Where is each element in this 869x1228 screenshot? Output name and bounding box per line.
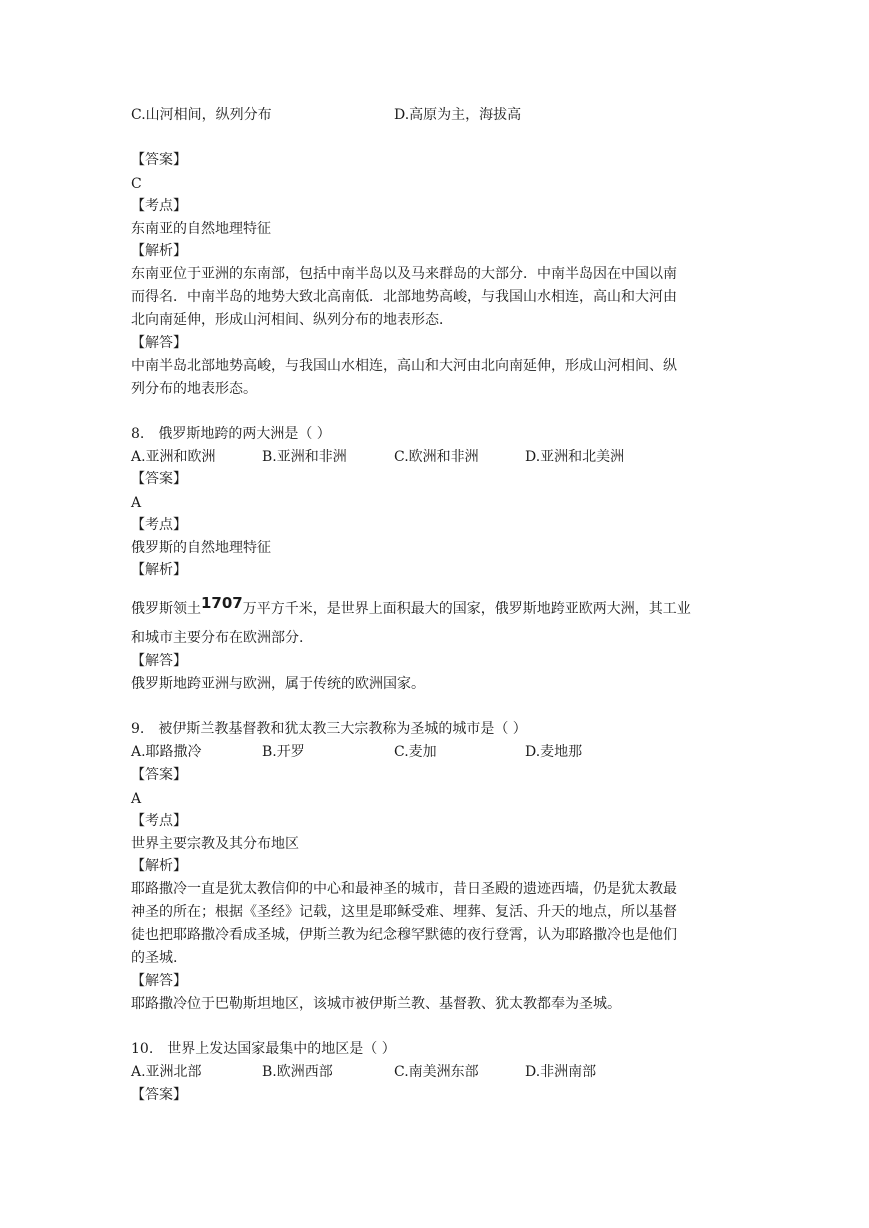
q9-option-c: C.麦加 bbox=[394, 744, 437, 760]
q9-answer-label: 【答案】 bbox=[131, 767, 187, 783]
q7-solution-label: 【解答】 bbox=[131, 335, 187, 351]
q7-option-c: C.山河相间，纵列分布 bbox=[131, 107, 272, 123]
q7-analysis-line: 北向南延伸，形成山河相间、纵列分布的地表形态． bbox=[131, 312, 453, 328]
q7-answer-label: 【答案】 bbox=[131, 152, 187, 168]
q9-point-label: 【考点】 bbox=[131, 813, 187, 829]
q8-area-number: 1707 bbox=[201, 594, 243, 612]
q9-option-d: D.麦地那 bbox=[525, 744, 583, 760]
q8-analysis-line: 和城市主要分布在欧洲部分. bbox=[131, 630, 304, 646]
q8-analysis-pre: 俄罗斯领土 bbox=[131, 601, 201, 617]
q10-option-c: C.南美洲东部 bbox=[394, 1064, 479, 1080]
q7-option-d: D.高原为主，海拔高 bbox=[394, 107, 522, 123]
q9-analysis-line: 的圣城. bbox=[131, 950, 178, 966]
q8-analysis-post: 万平方千米，是世界上面积最大的国家，俄罗斯地跨亚欧两大洲，其工业 bbox=[242, 601, 691, 617]
q10-option-a: A.亚洲北部 bbox=[131, 1064, 202, 1080]
q7-analysis-line: 东南亚位于亚洲的东南部，包括中南半岛以及马来群岛的大部分．中南半岛因在中国以南 bbox=[131, 266, 677, 282]
q9-solution-label: 【解答】 bbox=[131, 973, 187, 989]
q9-question: 9. 被伊斯兰教基督教和犹太教三大宗教称为圣城的城市是（ ） bbox=[131, 721, 527, 737]
q7-analysis-label: 【解析】 bbox=[131, 243, 187, 259]
q9-solution: 耶路撒冷位于巴勒斯坦地区，该城市被伊斯兰教、基督教、犹太教都奉为圣城。 bbox=[131, 996, 621, 1012]
q8-option-d: D.亚洲和北美洲 bbox=[525, 449, 625, 465]
q8-point-label: 【考点】 bbox=[131, 517, 187, 533]
q8-point: 俄罗斯的自然地理特征 bbox=[131, 540, 271, 556]
q7-point: 东南亚的自然地理特征 bbox=[131, 221, 271, 237]
q7-point-label: 【考点】 bbox=[131, 198, 187, 214]
q7-answer: C bbox=[131, 176, 142, 192]
q8-analysis-label: 【解析】 bbox=[131, 562, 187, 578]
q8-option-b: B.亚洲和非洲 bbox=[262, 449, 347, 465]
q10-question: 10. 世界上发达国家最集中的地区是（ ） bbox=[131, 1041, 396, 1057]
q8-question: 8. 俄罗斯地跨的两大洲是（ ） bbox=[131, 426, 331, 442]
q8-solution: 俄罗斯地跨亚洲与欧洲，属于传统的欧洲国家。 bbox=[131, 676, 425, 692]
q9-analysis-line: 耶路撒冷一直是犹太教信仰的中心和最神圣的城市，昔日圣殿的遗迹西墙，仍是犹太教最 bbox=[131, 881, 677, 897]
q7-solution-line: 中南半岛北部地势高峻，与我国山水相连，高山和大河由北向南延伸，形成山河相间、纵 bbox=[131, 358, 677, 374]
q9-analysis-label: 【解析】 bbox=[131, 858, 187, 874]
q7-analysis-line: 而得名．中南半岛的地势大致北高南低．北部地势高峻，与我国山水相连，高山和大河由 bbox=[131, 289, 677, 305]
q7-solution-line: 列分布的地表形态。 bbox=[131, 381, 257, 397]
q10-answer-label: 【答案】 bbox=[131, 1087, 187, 1103]
q9-option-a: A.耶路撒冷 bbox=[131, 744, 202, 760]
q9-analysis-line: 神圣的所在；根据《圣经》记载，这里是耶稣受难、埋葬、复活、升天的地点，所以基督 bbox=[131, 904, 677, 920]
q8-answer-label: 【答案】 bbox=[131, 471, 187, 487]
q8-analysis-line bbox=[131, 594, 691, 618]
q9-analysis-line: 徒也把耶路撒冷看成圣城，伊斯兰教为纪念穆罕默德的夜行登霄，认为耶路撒冷也是他们 bbox=[131, 927, 677, 943]
q8-option-c: C.欧洲和非洲 bbox=[394, 449, 479, 465]
q8-solution-label: 【解答】 bbox=[131, 653, 187, 669]
q10-option-b: B.欧洲西部 bbox=[262, 1064, 333, 1080]
q8-option-a: A.亚洲和欧洲 bbox=[131, 449, 216, 465]
q9-point: 世界主要宗教及其分布地区 bbox=[131, 836, 299, 852]
q10-option-d: D.非洲南部 bbox=[525, 1064, 597, 1080]
q8-answer: A bbox=[131, 495, 142, 511]
q9-answer: A bbox=[131, 791, 142, 807]
q9-option-b: B.开罗 bbox=[262, 744, 305, 760]
